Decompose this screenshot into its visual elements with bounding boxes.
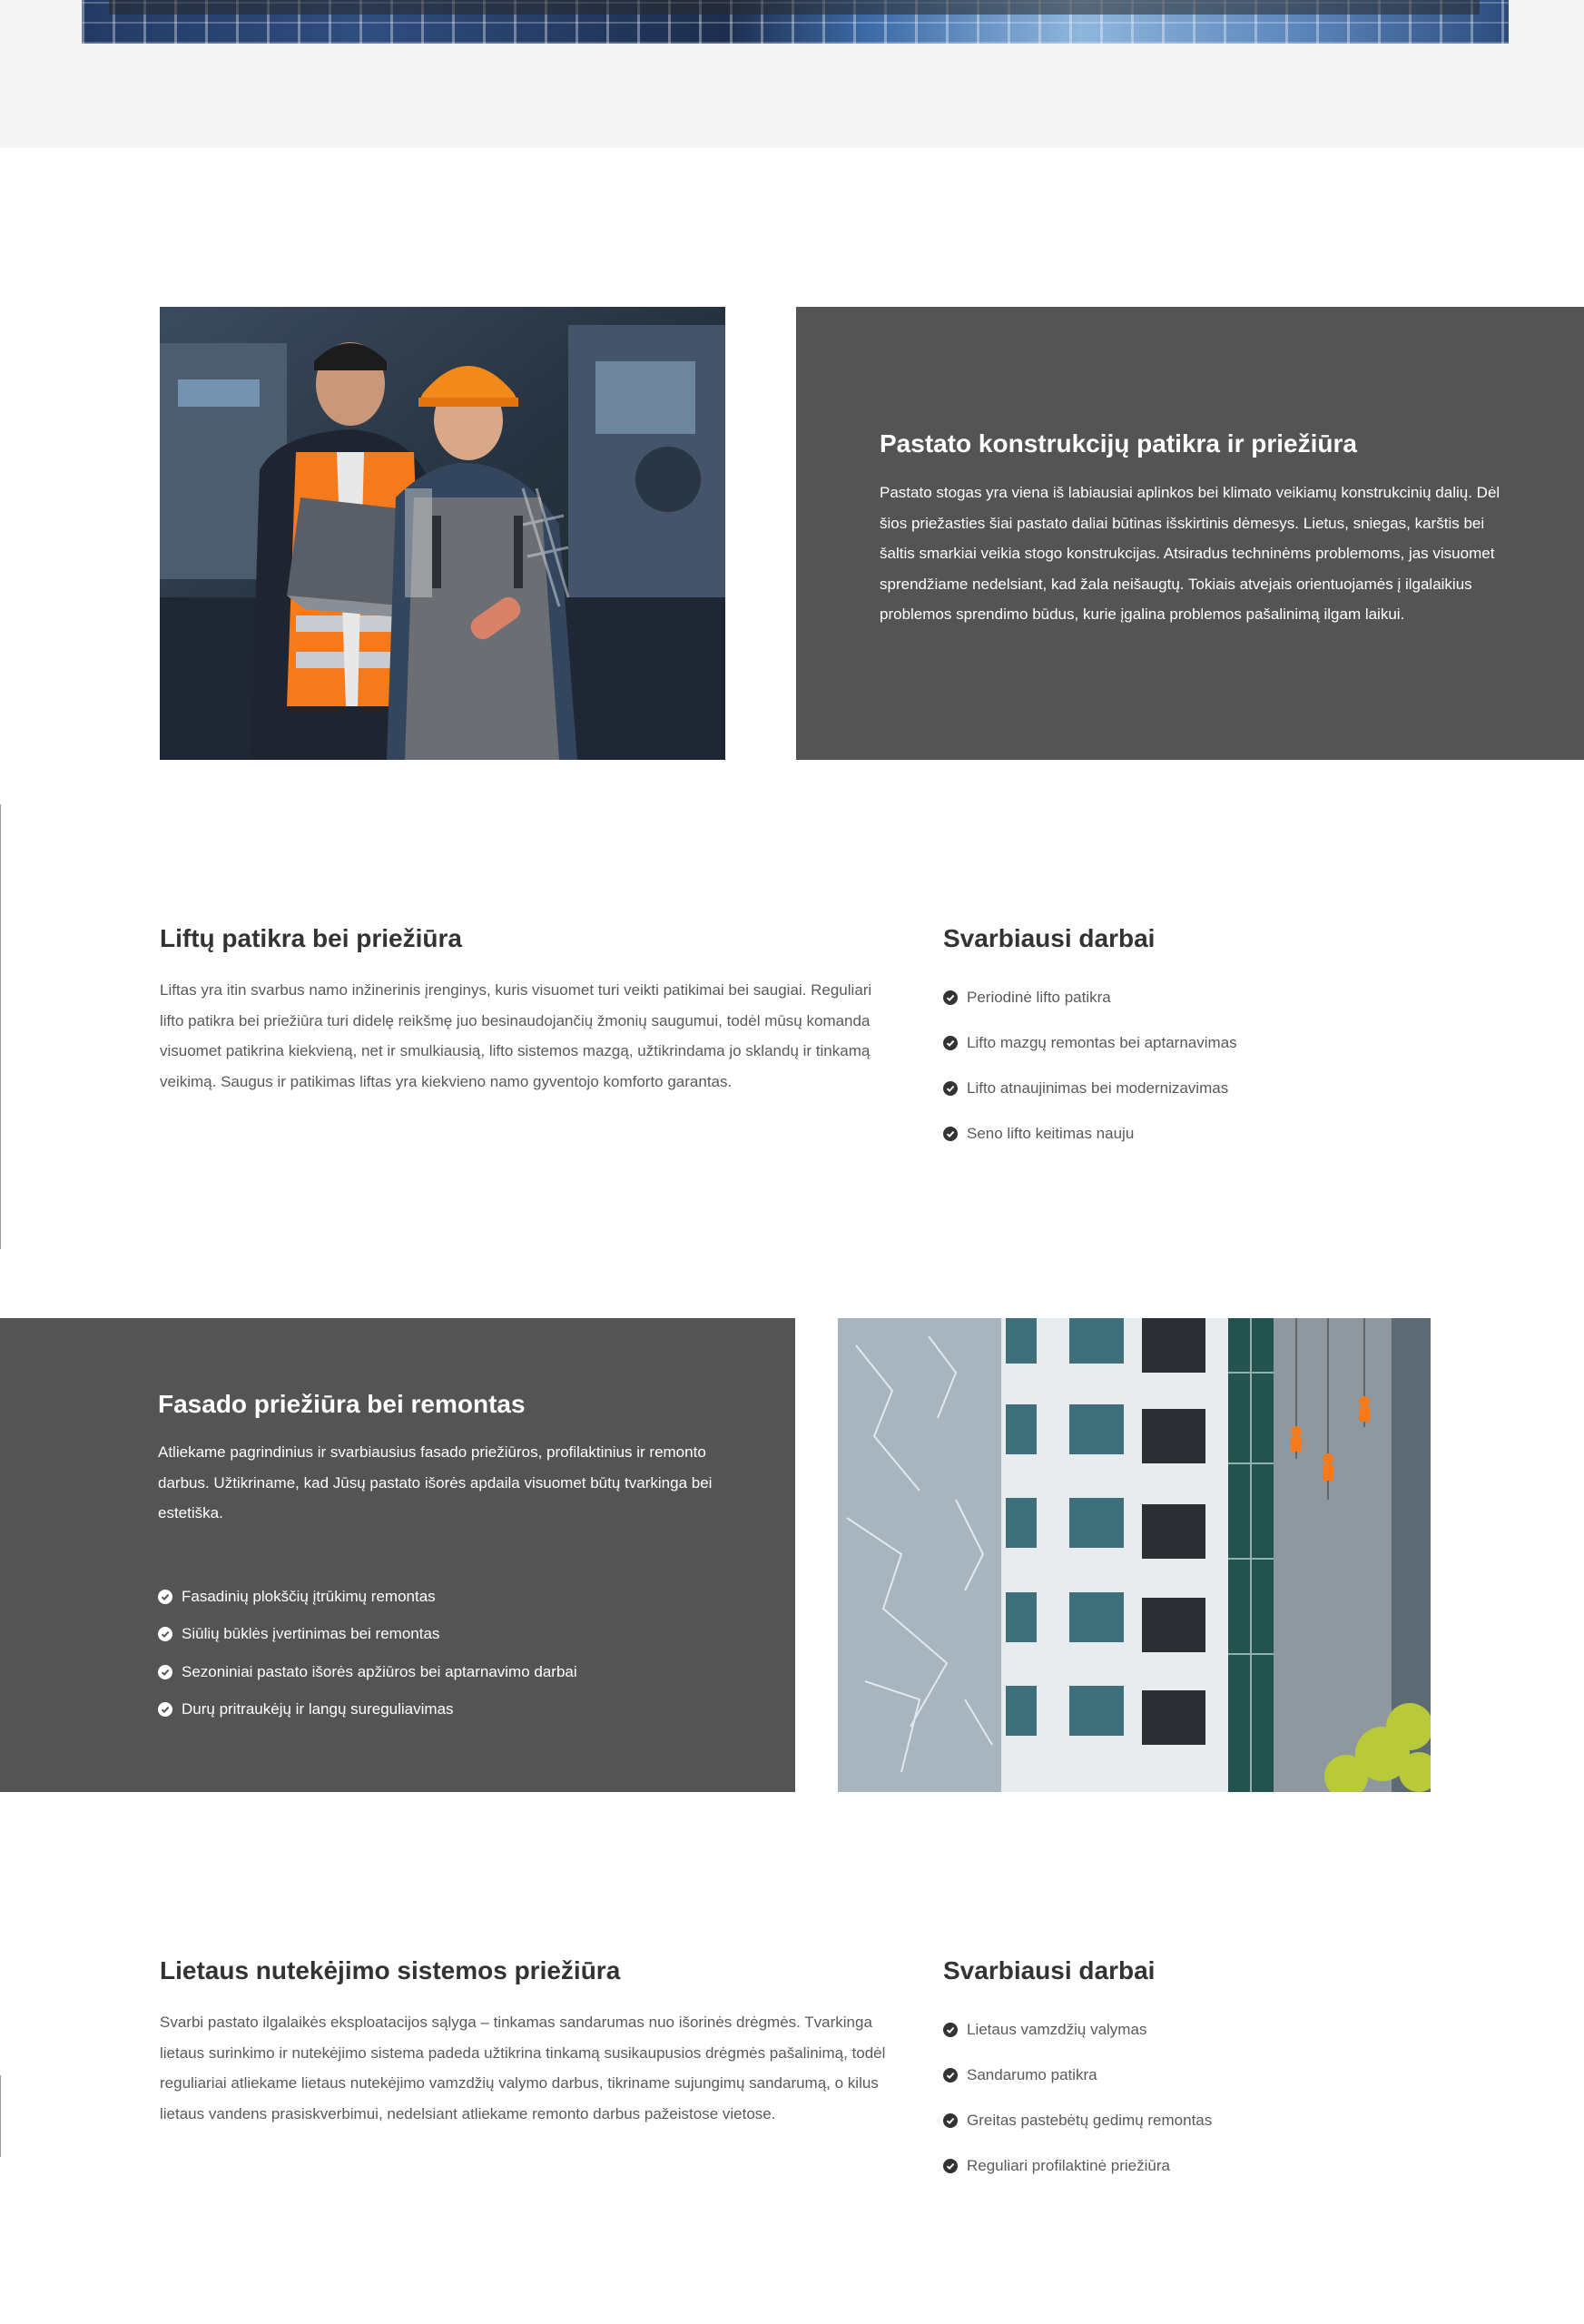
list-item-label: Lietaus vamzdžių valymas — [967, 2021, 1147, 2038]
rain-works-title: Svarbiausi darbai — [943, 1956, 1156, 1984]
check-circle-icon — [943, 1036, 958, 1050]
building-image-strip — [82, 0, 1509, 44]
check-circle-icon — [943, 2113, 958, 2128]
facade-works-list — [158, 1578, 721, 1728]
facade-text: Atliekame pagrindinius ir svarbiausius fasado priežiūros, profilaktinius ir remonto darbus. Užtikriname, kad Jūsų pastato išorės apdaila visuomet būtų tvarkinga bei estetiška. — [158, 1443, 713, 1522]
list-item-label: Greitas pastebėtų gedimų remontas — [967, 2112, 1213, 2129]
list-item-label: Lifto mazgų remontas bei aptarnavimas — [967, 1034, 1237, 1051]
list-item — [943, 1020, 1488, 1066]
facade-panel — [0, 1318, 795, 1792]
list-item — [943, 1111, 1488, 1157]
check-circle-icon — [158, 1590, 172, 1604]
list-item — [158, 1653, 721, 1691]
engineers-image — [160, 307, 725, 760]
rain-works-list — [943, 2007, 1488, 2189]
check-circle-icon — [158, 1665, 172, 1679]
list-item-label: Reguliari profilaktinė priežiūra — [967, 2157, 1170, 2174]
list-item — [158, 1690, 721, 1728]
list-item — [943, 1066, 1488, 1111]
list-item-label: Sandarumo patikra — [967, 2066, 1097, 2083]
list-item — [158, 1578, 721, 1616]
check-circle-icon — [943, 1081, 958, 1096]
lifts-title: Liftų patikra bei priežiūra — [160, 924, 462, 952]
structures-title: Pastato konstrukcijų patikra ir priežiūra — [880, 429, 1357, 458]
structures-text: Pastato stogas yra viena iš labiausiai aplinkos bei klimato veikiamų konstrukcinių dalių. Dėl šios priežasties šiai pastato daliai būtinas išskirtinis dėmesys. Lietus, sniegas, karštis bei šaltis smarkiai veikia stogo konstrukcijas. Atsiradus techninėms problemoms, jas visuomet sprendžiame nedelsiant, kad žala neišaugtų. Tokiais atvejais orientuojamės į ilgalaikius problemos sprendimo būdus, kurie įgalina problemos pašalinimą ilgam laikui. — [880, 484, 1500, 624]
list-item-label: Periodinė lifto patikra — [967, 989, 1111, 1006]
facade-title: Fasado priežiūra bei remontas — [158, 1390, 526, 1418]
lifts-works-list — [943, 975, 1488, 1157]
check-circle-icon — [943, 1127, 958, 1141]
check-circle-icon — [158, 1702, 172, 1717]
structures-panel — [796, 307, 1584, 760]
facade-building-image — [838, 1318, 1431, 1792]
list-item-label: Durų pritraukėjų ir langų sureguliavimas — [182, 1700, 454, 1718]
check-circle-icon — [158, 1627, 172, 1641]
list-item — [943, 2098, 1488, 2143]
list-item — [943, 2007, 1488, 2053]
check-circle-icon — [943, 990, 958, 1005]
rain-text: Svarbi pastato ilgalaikės eksploatacijos sąlyga – tinkamas sandarumas nuo išorinės drėgmės. Tvarkinga lietaus surinkimo ir nutekėjimo sistema padeda užtikrina tinkamą susikaupusios drėgmės pašalinimą, todėl reguliariai atliekame lietaus nutekėjimo vamzdžių valymo darbus, tikriname sujungimų sandarumą, o kilus lietaus vandens prasiskverbimui, nedelsiant atliekame remonto darbus pažeistose vietose. — [160, 2014, 886, 2122]
list-item-label: Sezoniniai pastato išorės apžiūros bei aptarnavimo darbai — [182, 1662, 577, 1680]
list-item-label: Fasadinių plokščių įtrūkimų remontas — [182, 1587, 436, 1605]
list-item-label: Seno lifto keitimas nauju — [967, 1125, 1135, 1142]
rain-title: Lietaus nutekėjimo sistemos priežiūra — [160, 1956, 621, 1984]
list-item-label: Lifto atnaujinimas bei modernizavimas — [967, 1079, 1229, 1097]
check-circle-icon — [943, 2023, 958, 2037]
left-edge-line — [0, 804, 1, 1249]
lifts-text: Liftas yra itin svarbus namo inžinerinis įrenginys, kuris visuomet turi veikti patikimai bei saugiai. Reguliari lifto patikra bei priežiūra turi didelę reikšmę juo besinaudojančių žmonių saugumui, todėl mūsų komanda visuomet patikrina kiekvieną, net ir smulkiausią, lifto sistemos mazgą, užtikrindama jo sklandų ir tinkamą veikimą. Saugus ir patikimas liftas yra kiekvieno namo gyventojo komforto garantas. — [160, 981, 872, 1090]
list-item-label: Siūlių būklės įvertinimas bei remontas — [182, 1625, 440, 1643]
check-circle-icon — [943, 2159, 958, 2173]
list-item — [943, 2053, 1488, 2098]
list-item — [943, 2143, 1488, 2189]
list-item — [943, 975, 1488, 1020]
list-item — [158, 1615, 721, 1653]
lifts-works-title: Svarbiausi darbai — [943, 924, 1156, 952]
check-circle-icon — [943, 2068, 958, 2083]
left-edge-line-lower — [0, 2075, 1, 2157]
